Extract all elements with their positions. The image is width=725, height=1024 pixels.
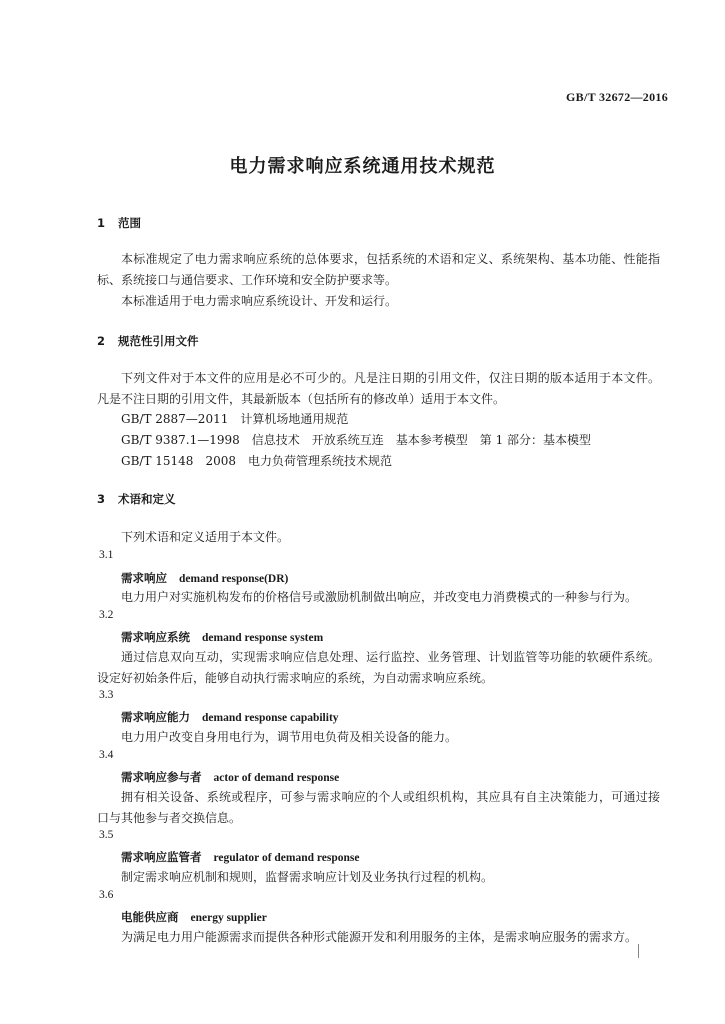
term-definition: 电力用户改变自身用电行为，调节用电负荷及相关设备的能力。 (121, 730, 458, 744)
term-heading (121, 909, 267, 925)
term-definition: 拥有相关设备、系统或程序，可参与需求响应的个人或组织机构，其应具有自主决策能力，可通过接口与其他参与者交换信息。 (97, 790, 660, 825)
term-number: 3.5 (99, 829, 114, 841)
section-number: 1 (97, 216, 106, 230)
term-definition: 为满足电力用户能源需求而提供各种形式能源开发和利用服务的主体，是需求响应服务的需求方。 (121, 930, 638, 944)
term-en: regulator of demand response (213, 852, 360, 864)
term-heading (121, 849, 360, 865)
term-definition: 制定需求响应机制和规则，监督需求响应计划及业务执行过程的机构。 (121, 870, 494, 884)
term-zh: 电能供应商 (121, 910, 179, 924)
section-number: 2 (97, 334, 106, 348)
document-title: 电力需求响应系统通用技术规范 (229, 156, 496, 177)
term-number: 3.3 (99, 689, 114, 701)
term-en: demand response(DR) (179, 573, 289, 585)
term-zh: 需求响应能力 (121, 710, 190, 724)
term-number: 3.1 (99, 549, 114, 561)
term-definition: 通过信息双向互动，实现需求响应信息处理、运行监控、业务管理、计划监管等功能的软硬件系统。设定好初始条件后，能够自动执行需求响应的系统，为自动需求响应系统。 (97, 650, 660, 685)
term-number: 3.6 (99, 889, 114, 901)
term-zh: 需求响应系统 (121, 630, 190, 644)
term-zh: 需求响应参与者 (121, 770, 202, 784)
section-title: 术语和定义 (118, 492, 176, 506)
terms-intro: 下列术语和定义适用于本文件。 (121, 530, 290, 544)
term-number: 3.4 (99, 749, 114, 761)
reference-item: GB/T 9387.1—1998 信息技术 开放系统互连 基本参考模型 第 1 部分：基本模型 (121, 433, 592, 447)
standard-code: GB/T 32672—2016 (566, 90, 668, 104)
section-heading-references (97, 333, 199, 349)
term-heading (121, 769, 339, 785)
term-en: demand response capability (202, 712, 339, 724)
term-en: energy supplier (190, 912, 267, 924)
reference-item: GB/T 2887—2011 计算机场地通用规范 (121, 412, 349, 426)
term-heading (121, 709, 339, 725)
section-title: 范围 (118, 216, 141, 230)
reference-item: GB/T 15148 2008 电力负荷管理系统技术规范 (121, 454, 392, 468)
term-heading (121, 570, 288, 586)
scope-paragraph-1: 本标准规定了电力需求响应系统的总体要求，包括系统的术语和定义、系统架构、基本功能、性能指标、系统接口与通信要求、工作环境和安全防护要求等。 (97, 252, 660, 287)
section-title: 规范性引用文件 (118, 334, 199, 348)
term-number: 3.2 (99, 609, 114, 621)
page-edge-mark (638, 944, 639, 958)
term-en: actor of demand response (213, 772, 340, 784)
section-heading-scope (97, 215, 141, 231)
scope-paragraph-2: 本标准适用于电力需求响应系统设计、开发和运行。 (121, 294, 398, 308)
section-number: 3 (97, 492, 106, 506)
term-definition: 电力用户对实施机构发布的价格信号或激励机制做出响应，并改变电力消费模式的一种参与行为。 (121, 590, 638, 604)
term-heading (121, 629, 323, 645)
references-intro: 下列文件对于本文件的应用是必不可少的。凡是注日期的引用文件，仅注日期的版本适用于本文件。凡是不注日期的引用文件，其最新版本（包括所有的修改单）适用于本文件。 (97, 371, 660, 406)
term-zh: 需求响应监管者 (121, 850, 202, 864)
term-en: demand response system (202, 632, 324, 644)
section-heading-terms (97, 491, 176, 507)
term-zh: 需求响应 (121, 571, 167, 585)
